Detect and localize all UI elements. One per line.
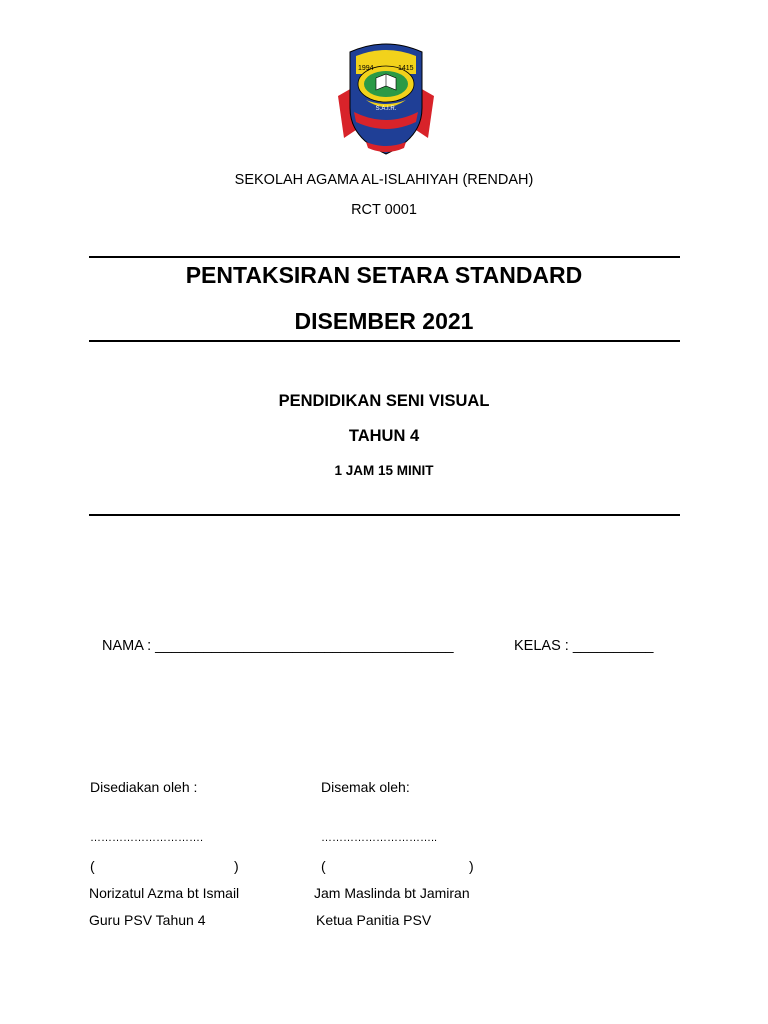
checked-signature-line: ………………………….. [321, 832, 438, 844]
exam-subject: PENDIDIKAN SENI VISUAL [278, 392, 490, 410]
exam-year: TAHUN 4 [348, 427, 420, 445]
checked-close-paren: ) [469, 858, 474, 874]
school-name: SEKOLAH AGAMA AL-ISLAHIYAH (RENDAH) [234, 172, 534, 188]
prepared-by-name: Norizatul Azma bt Ismail [89, 885, 240, 901]
divider-top [89, 256, 680, 258]
divider-bottom [89, 514, 680, 516]
name-field[interactable]: NAMA : _____________________________________ [102, 638, 454, 654]
exam-title-line1: PENTAKSIRAN SETARA STANDARD [185, 262, 583, 288]
school-logo [336, 38, 436, 160]
checked-by-name: Jam Maslinda bt Jamiran [314, 885, 470, 901]
prepared-close-paren: ) [234, 858, 239, 874]
exam-duration: 1 JAM 15 MINIT [334, 463, 434, 478]
divider-middle [89, 340, 680, 342]
class-field[interactable]: KELAS : __________ [514, 638, 654, 654]
prepared-by-label: Disediakan oleh : [90, 779, 198, 795]
prepared-by-role: Guru PSV Tahun 4 [89, 912, 206, 928]
logo-banner: S.A.I.R. [375, 106, 397, 112]
exam-title-line2: DISEMBER 2021 [294, 308, 474, 334]
checked-open-paren: ( [321, 858, 326, 874]
checked-by-label: Disemak oleh: [321, 779, 410, 795]
school-crest-icon [336, 38, 436, 160]
logo-year-left: 1994 [358, 65, 374, 72]
checked-by-role: Ketua Panitia PSV [316, 912, 432, 928]
school-code: RCT 0001 [351, 202, 417, 218]
prepared-signature-line: …………………………. [90, 832, 204, 844]
logo-year-right: 1415 [398, 65, 414, 72]
prepared-open-paren: ( [90, 858, 95, 874]
